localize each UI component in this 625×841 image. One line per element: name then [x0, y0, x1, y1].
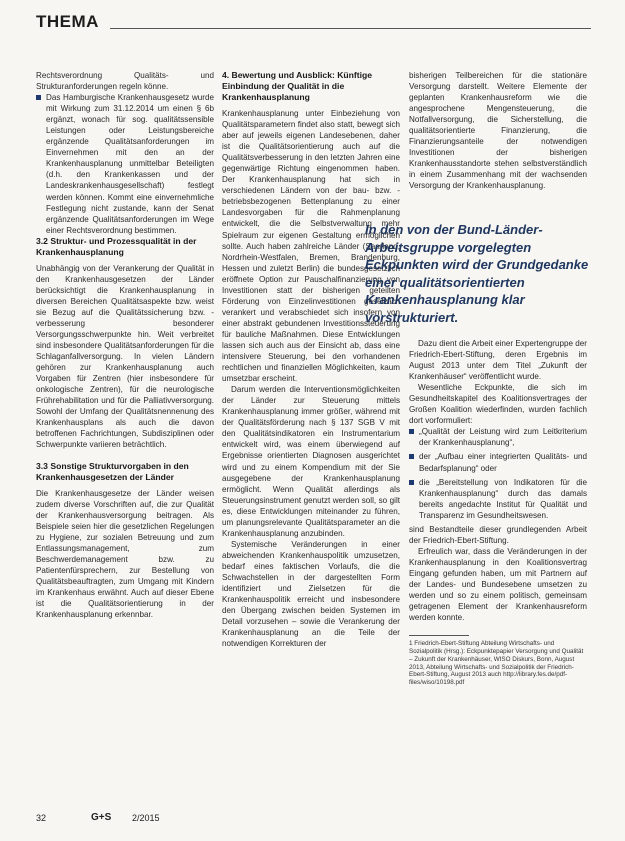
paragraph: sind Bestandteile dieser grundlegenden Arbeit der Friedrich-Ebert-Stiftung. — [409, 524, 587, 545]
bullet-list — [409, 426, 587, 520]
paragraph: Systemische Veränderungen in einer abweichenden Krankenhauspolitik umzusetzen, bedarf eines faktischen Vorlaufs, die die Schwachstellen in der dargestellten Form identifiziert und Zielsetzen für die Krankenhauspolitik erreicht und insbesondere den Übergang zwischen beiden Systemen im Detail vorzusehen – sowie die Verankerung der Krankenhausplanung an die Teile der notwendigen Korrekturen der — [222, 539, 400, 649]
paragraph: Darum werden die Interventionsmöglichkeiten der Länder zur Steuerung mittels Krankenhausplanung immer größer, während mit der Qualitätsförderung nach § 137 SGB V mit den Qualitätsindikatoren ein Instrumentarium entwickelt wird, was einem überwiegend auf Ergebnisse orientierten Diagnosen ausgerichtet wird und zu einem Kompendium mit der Sie ausgegebene der Krankenhausplanung ermöglicht. Wenn Qualität allerdings als Steuerungsinstrument genutzt werden soll, so gilt es, diese Entwicklungen miteinander zu führen, um planungsrelevante Qualitätsparameter an die Krankenhausplanung anzubinden. — [222, 385, 400, 538]
paragraph: Erfreulich war, dass die Veränderungen in der Krankenhausplanung in den Koalitionsvertrag Eingang gefunden haben, um mit Partnern auf der Landes- und Bundesebene umsetzen zu werden und so zu einem politisch, gemeinsam getragenen Element der Krankenhausreform werden konnte. — [409, 546, 587, 623]
column-3-top — [409, 70, 587, 192]
section-heading-4: 4. Bewertung und Ausblick: Künftige Einbindung der Qualität in die Krankenhausplanung — [222, 70, 373, 102]
section-title: THEMA — [36, 12, 99, 31]
list-item: die „Bereitstellung von Indikatoren für die Krankenhausplanung“ durch das damals bereits angedachte Institut für Qualität und Transparenz im Gesundheitswesen. — [409, 477, 587, 521]
list-item: Das Hamburgische Krankenhausgesetz wurde mit Wirkung zum 31.12.2014 um einen § 6b ergänzt, wonach für sog. qualitätssensible Leistungen oder Leistungsbereiche ergänzende Qualitätsanforderungen im Einvernehmen mit den an der Krankenhausplanung unmittelbar Beteiligten (d.h. den Krankenkassen und der Landeskrankenhausgesellschaft) festlegt werden können. Kommt eine einvernehmliche Festlegung nicht zustande, kann der Senat ergänzende Qualitätsanforderungen im Wege einer Rechtsverordnung bestimmen. — [36, 92, 214, 236]
page-number: 32 — [36, 813, 47, 823]
bullet-list — [36, 92, 214, 236]
issue-number: 2/2015 — [132, 813, 160, 823]
paragraph: Die Krankenhausgesetze der Länder weisen zudem diverse Vorschriften auf, die zur Qualität der Krankenhausversorgung beitragen. Als Beispiele seien hier die gesetzlichen Regelungen zu Hygiene, zur sozialen Betreuung und zum Entlassungsmanagement, zum Beschwerdemanagement bzw. zu Patientenfürsprechern, zur Bestellung von Qualitätsbeauftragten, zum Umgang mit Kindern im Krankenhaus erwähnt. Auch auf dieser Ebene ist die Qualitätsorientierung in der Krankenhausplanung erkennbar. — [36, 488, 214, 620]
page-header — [36, 12, 591, 34]
page-footer — [36, 813, 591, 825]
section-heading-3-3: 3.3 Sonstige Strukturvorgaben in den Krankenhausgesetzen der Länder — [36, 460, 189, 482]
pull-quote: In den von der Bund-Länder-Arbeitsgruppe vorgelegten Eckpunkten wird der Grundgedanke einer qualitätsorientierten Krankenhausplanung klar vorstrukturiert. — [365, 222, 589, 325]
paragraph: Krankenhausplanung unter Einbeziehung von Qualitätsparametern findet also statt, bewegt sich aber auf jeweils eigenen Landesebenen, daher ist die Qualitätsorientierung auch auf die Qualitätsverbesserung in den letzten Jahren eine gegenwärtige Richtung eingenommen haben. Der Krankenhausplanung hat sich in verschiedenen Ländern von der bau- bzw. -betriebsbezogenen Bettenplanung zu einer Landesvorgaben für die Rahmenplanung entwickelt, die die Selbstverwaltung mehr Spielraum zur eigenen Gestaltung ermöglichen sollte. Auch haben zahlreiche Länder (Saarland, Nordrhein-Westfalen, Bremen, Brandenburg, Hessen und zuletzt Berlin) die bundesgesetzlich eröffnete Option zur Pauschalfinanzierung von Investitionen statt der bisherigen geteilten Förderung von Einzelinvestitionen gesetzlich verankert und verabschiedet sich insofern von einer abstrakt gebundenen Investitionssteuerung für bauliche Maßnahmen. Diese Entwicklungen lassen sich auch aus der Einsicht ab, dass eine intensivere Steuerung, bei den vorhandenen rechtlichen und finanziellen Möglichkeiten, kaum umsetzbar erscheint. — [222, 109, 400, 384]
list-item: der „Aufbau einer integrierten Qualitäts- und Bedarfsplanung“ oder — [409, 451, 587, 473]
paragraph: Wesentliche Eckpunkte, die sich im Gesundheitskapitel des Koalitionsvertrages der Großen Koalition wiederfinden, wurden fachlich dort vorformuliert: — [409, 383, 587, 426]
footnote-rule — [409, 635, 469, 636]
header-rule — [110, 28, 591, 29]
journal-logo: G+S — [91, 812, 112, 823]
footnote: 1 Friedrich-Ebert-Stiftung Abteilung Wirtschafts- und Sozialpolitik (Hrsg.): Eckpunktepapier Versorgung und Qualität – Zukunft der Krankenhäuser, WISO Diskurs, Bonn, August 2013, Abteilung Wirtschafts- und Sozialpolitik der Friedrich-Ebert-Stiftung, August 2013 auch http://library.fes.de/pdf-files/wiso/10198.pdf — [409, 640, 584, 687]
paragraph: bisherigen Teilbereichen für die stationäre Versorgung darstellt. Weitere Elemente der geplanten Krankenhausreform wie die angesprochene Mengensteuerung, die Notfallversorgung, die Sicherstellung, die qualitätsorientierte Finanzierung, die Finanzierungsanteile der notwendigen Investitionen der bisherigen Krankenhausstandorte stehen selbstverständlich in einem Zusammenhang mit der wachsenden Versorgung der Krankenhausplanung. — [409, 71, 587, 191]
paragraph: Dazu dient die Arbeit einer Expertengruppe der Friedrich-Ebert-Stiftung, deren Ergebnis im August 2013 unter dem Titel „Zukunft der Krankenhäuser“ veröffentlicht wurde. — [409, 339, 587, 382]
list-item: „Qualität der Leistung wird zum Leitkriterium der Krankenhausplanung“, — [409, 426, 587, 448]
paragraph: Unabhängig von der Verankerung der Qualität in den Krankenhausgesetzen der Länder berücksichtigt die Krankenhausplanung in diversen Bereichen Qualitätsaspekte bzw. weist sie Bezug auf die Qualitätssicherung bzw. -verbesserung besonderer Versorgungsschwerpunkte hin. Weit verbreitet sind insbesondere Qualitätsanforderungen für die Schlaganfallversorgung. In vielen Ländern gehören zur Krankenhausplanung auch Vorgaben für Zentren (hier insbesondere für onkologische Zentren), für die neurologische Frührehabilitation und für die Palliativversorgung. Sowohl der Umfang der Qualitätsnennenung des Krankenhausplans als auch die davon betroffenen Fachrichtungen, Subdisziplinen oder Schwerpunkte variieren beträchtlich. — [36, 263, 214, 450]
column-1 — [36, 70, 214, 620]
section-heading-3-2: 3.2 Struktur- und Prozessqualität in der Krankenhausplanung — [36, 235, 197, 257]
column-3-bottom — [409, 338, 587, 687]
paragraph: Rechtsverordnung Qualitäts- und Strukturanforderungen regeln könne. — [36, 71, 214, 92]
column-2 — [222, 70, 400, 649]
